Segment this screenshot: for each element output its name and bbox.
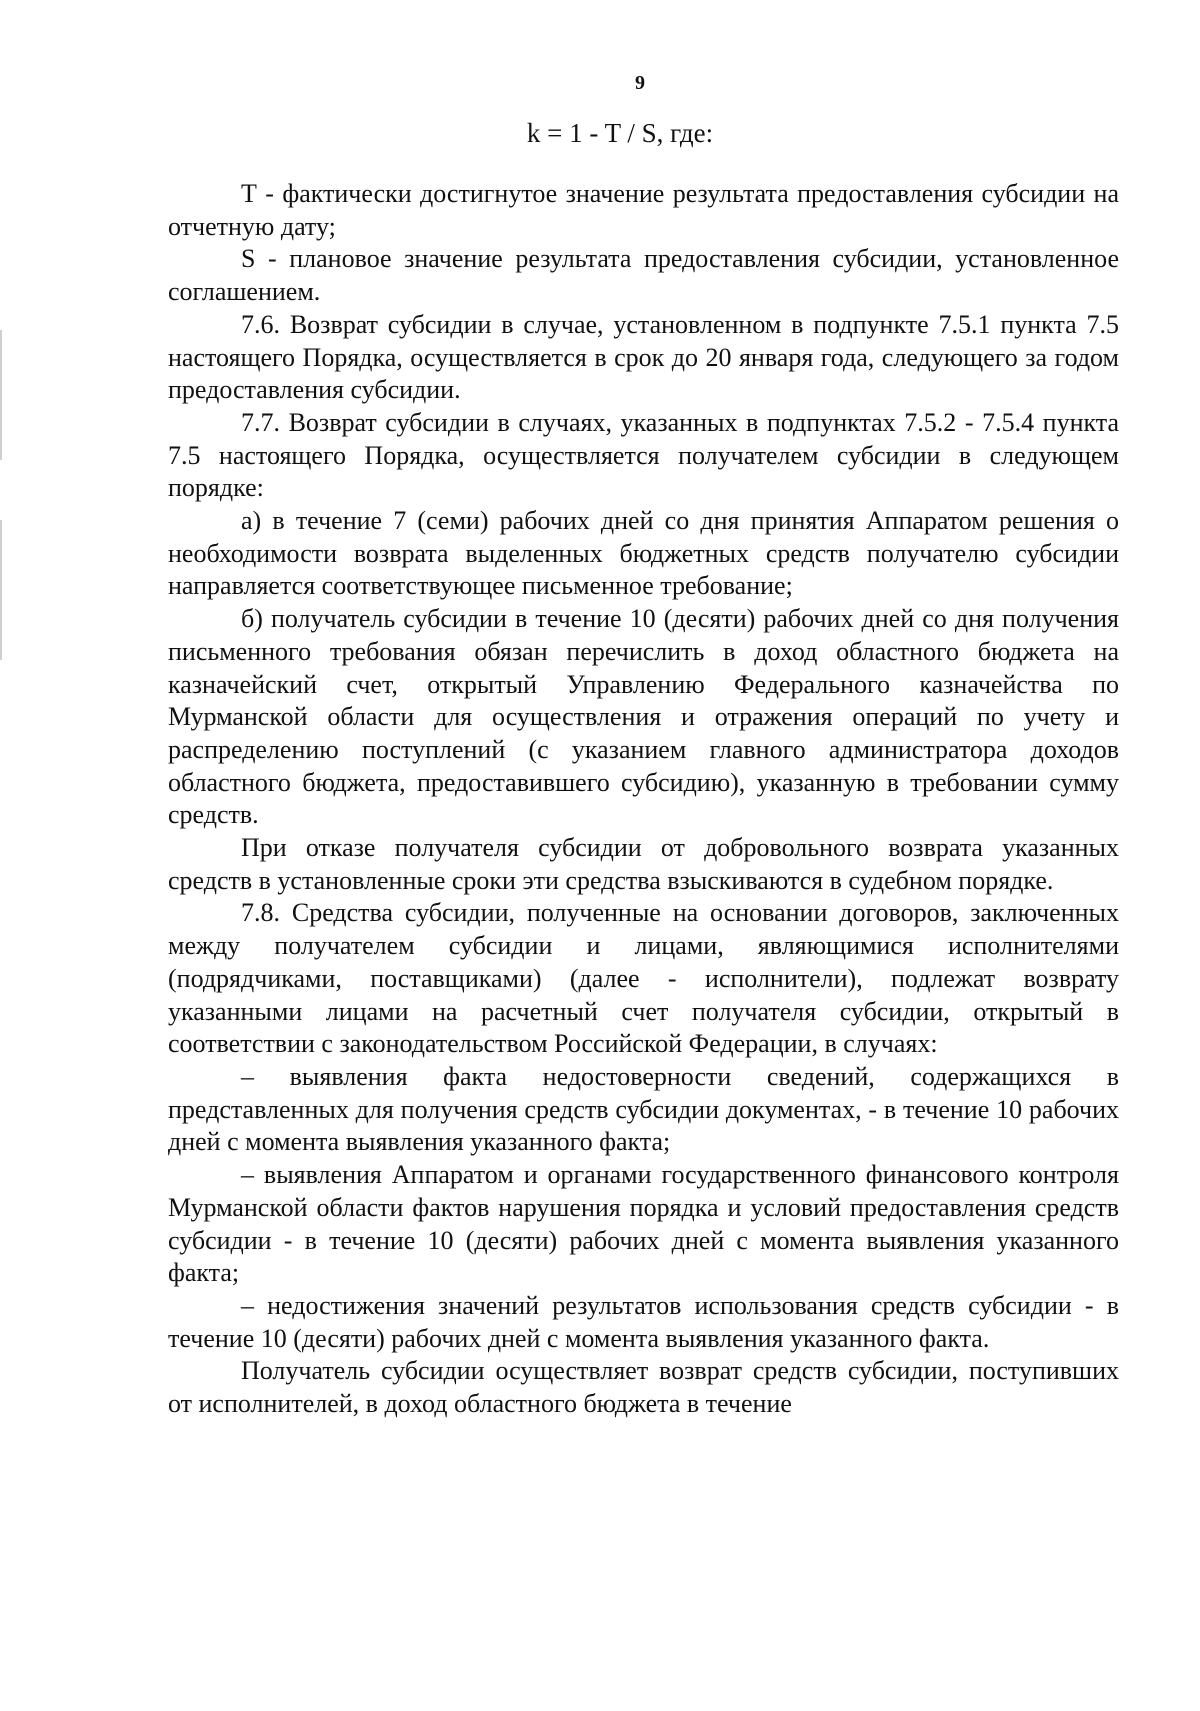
page-number: 9 <box>635 72 645 94</box>
paragraph-return-from-contractors: Получатель субсидии осуществляет возврат средств субсидии, поступивших от исполнителей, в доход областного бюджета в течение <box>168 1356 1119 1419</box>
scan-edge-mark <box>0 520 2 660</box>
paragraph-7-7: 7.7. Возврат субсидии в случаях, указанных в подпунктах 7.5.2 - 7.5.4 пункта 7.5 настоящего Порядка, осуществляется получателем субсидии в следующем порядке: <box>168 407 1119 503</box>
paragraph-7-7-b: б) получатель субсидии в течение 10 (десяти) рабочих дней со дня получения письменного требования обязан перечислить в доход областного бюджета на казначейский счет, открытый Управлению Федерального казначейства по Мурманской области для осуществления и отражения операций по учету и распределению поступлений (с указанием главного администратора доходов областного бюджета, предоставившего субсидию), указанную в требовании сумму средств. <box>168 604 1119 830</box>
document-body <box>168 178 1119 1421</box>
list-item-unreliable-info: – выявления факта недостоверности сведений, содержащихся в представленных для получения средств субсидии документах, - в течение 10 рабочих дней с момента выявления указанного факта; <box>168 1061 1119 1157</box>
paragraph-7-7-a: а) в течение 7 (семи) рабочих дней со дня принятия Аппаратом решения о необходимости возврата выделенных бюджетных средств получателю субсидии направляется соответствующее письменное требование; <box>168 506 1119 601</box>
list-item-non-achievement: – недостижения значений результатов использования средств субсидии - в течение 10 (десяти) рабочих дней с момента выявления указанного факта. <box>168 1290 1119 1353</box>
formula: k = 1 - T / S, где: <box>526 118 714 148</box>
paragraph-7-6: 7.6. Возврат субсидии в случае, установленном в подпункте 7.5.1 пункта 7.5 настоящего Порядка, осуществляется в срок до 20 января года, следующего за годом предоставления субсидии. <box>168 309 1119 405</box>
paragraph-s-definition: S - плановое значение результата предоставления субсидии, установленное соглашением. <box>168 244 1119 307</box>
list-item-violations: – выявления Аппаратом и органами государственного финансового контроля Мурманской области фактов нарушения порядка и условий предоставления средств субсидии - в течение 10 (десяти) рабочих дней с момента выявления указанного факта; <box>168 1160 1119 1288</box>
scan-edge-mark <box>0 330 2 460</box>
paragraph-7-8: 7.8. Средства субсидии, полученные на основании договоров, заключенных между получателем субсидии и лицами, являющимися исполнителями (подрядчиками, поставщиками) (далее - исполнители), подлежат возврату указанными лицами на расчетный счет получателя субсидии, открытый в соответствии с законодательством Российской Федерации, в случаях: <box>168 898 1119 1059</box>
paragraph-t-definition: Т - фактически достигнутое значение результата предоставления субсидии на отчетную дату; <box>168 179 1119 241</box>
paragraph-refusal: При отказе получателя субсидии от добровольного возврата указанных средств в установленные сроки эти средства взыскиваются в судебном порядке. <box>168 833 1119 895</box>
